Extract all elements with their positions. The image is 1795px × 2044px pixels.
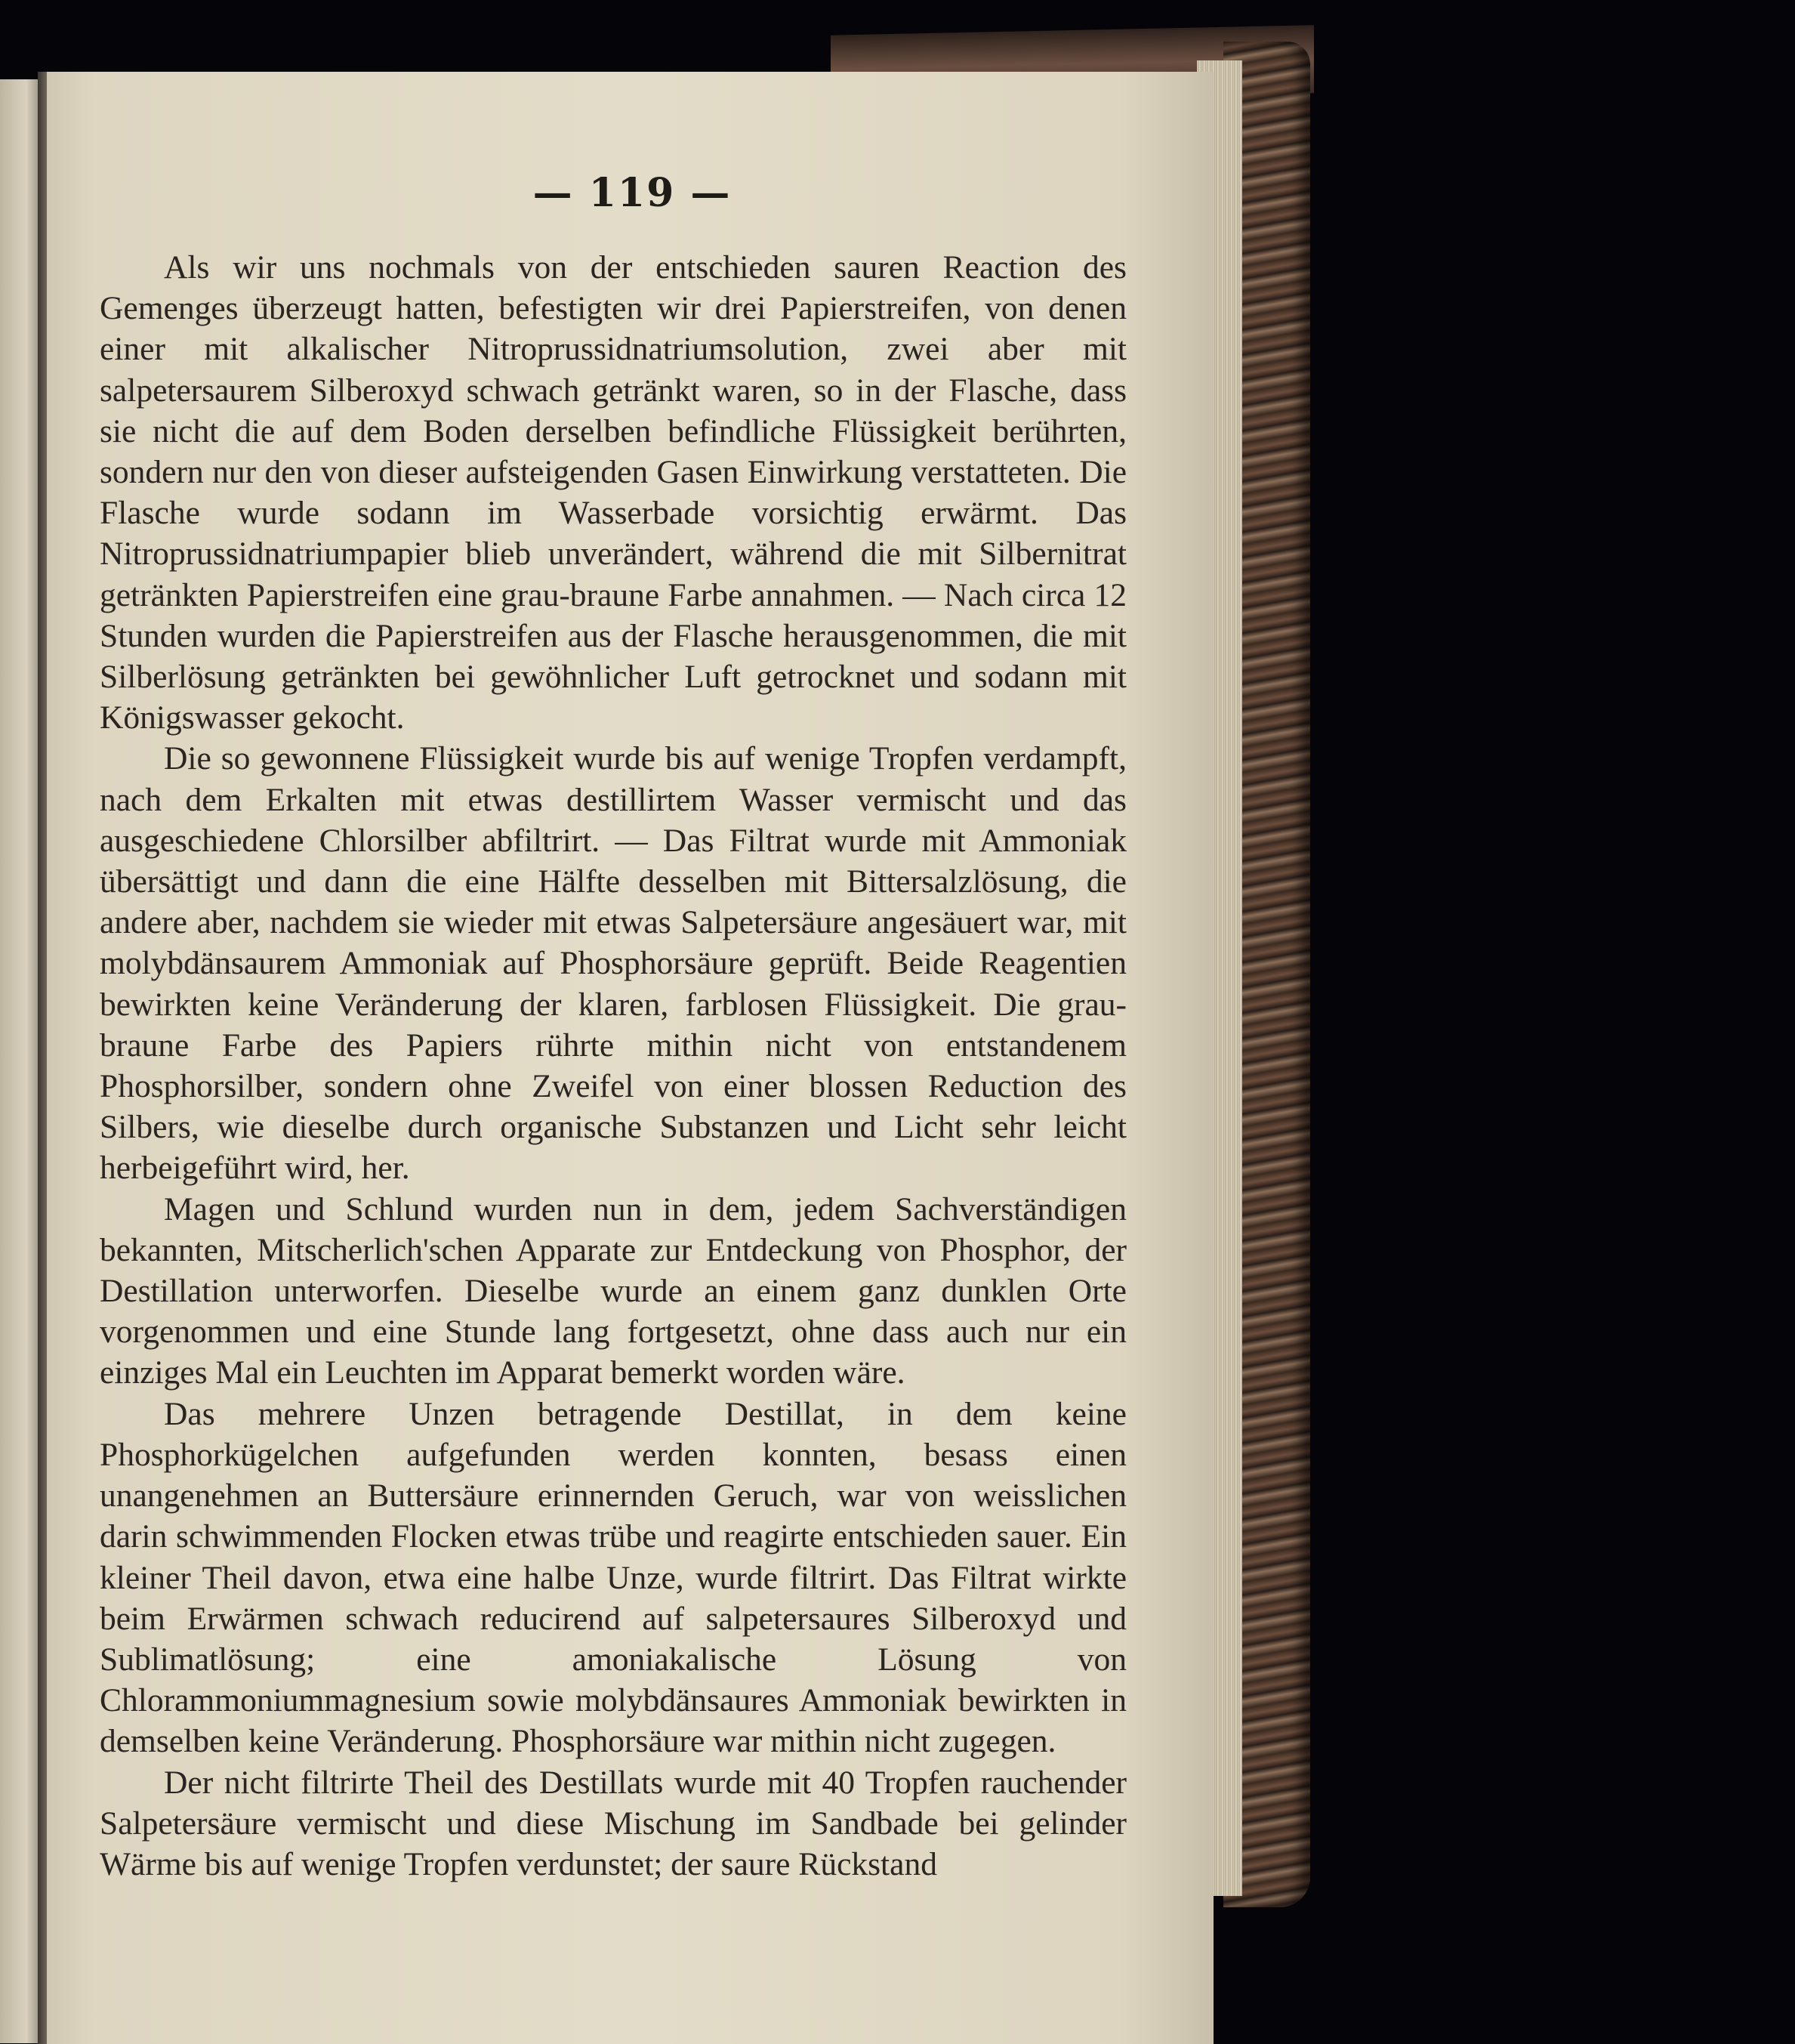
paragraph-1: Als wir uns nochmals von der entschieden sauren Reaction des Gemenges überzeugt hatten, befestigten wir drei Papierstreifen, von denen einer mit alkalischer Nitroprussidnatriumsolution, zwei aber mit salpetersaurem Silberoxyd schwach getränkt waren, so in der Flasche, dass sie nicht die auf dem Boden derselben befindliche Flüssigkeit berührten, sondern nur den von dieser aufsteigenden Gasen Einwirkung verstatteten. Die Flasche wurde sodann im Wasserbade vorsichtig erwärmt. Das Nitroprussidnatriumpapier blieb unverändert, während die mit Silbernitrat getränkten Papierstreifen eine grau-braune Farbe annahmen. — Nach circa 12 Stunden wurden die Papierstreifen aus der Flasche herausgenommen, die mit Silberlösung getränkten bei gewöhnlicher Luft getrocknet und sodann mit Königswasser gekocht. xyxy=(100,249,1127,736)
paragraph-2: Die so gewonnene Flüssigkeit wurde bis auf wenige Tropfen verdampft, nach dem Erkalten mit etwas destillirtem Wasser vermischt und das ausgeschiedene Chlorsilber abfiltrirt. — Das Filtrat wurde mit Ammoniak übersättigt und dann die eine Hälfte desselben mit Bittersalzlösung, die andere aber, nachdem sie wieder mit etwas Salpetersäure angesäuert war, mit molybdänsaurem Ammoniak auf Phosphorsäure geprüft. Beide Reagentien bewirkten keine Veränderung der klaren, farblosen Flüssigkeit. Die grau-braune Farbe des Papiers rührte mithin nicht von entstandenem Phosphorsilber, sondern ohne Zweifel von einer blossen Reduction des Silbers, wie dieselbe durch organische Substanzen und Licht sehr leicht herbeigeführt wird, her. xyxy=(100,740,1127,1187)
paragraph-3: Magen und Schlund wurden nun in dem, jedem Sachverständigen bekannten, Mitscherlich'schen Apparate zur Entdeckung von Phosphor, der Destillation unterworfen. Dieselbe wurde an einem ganz dunklen Orte vorgenommen und eine Stunde lang fortgesetzt, ohne dass auch nur ein einziges Mal ein Leuchten im Apparat bemerkt worden wäre. xyxy=(100,1190,1127,1391)
book-page xyxy=(47,72,1214,2044)
page-number: — 119 — xyxy=(532,170,732,216)
paragraph-4: Das mehrere Unzen betragende Destillat, in dem keine Phosphorkügelchen aufgefunden werden konnten, besass einen unangenehmen an Buttersäure erinnernden Geruch, war von weisslichen darin schwimmenden Flocken etwas trübe und reagirte entschieden sauer. Ein kleiner Theil davon, etwa eine halbe Unze, wurde filtrirt. Das Filtrat wirkte beim Erwärmen schwach reducirend auf salpetersaures Silberoxyd und Sublimatlösung; eine amoniakalische Lösung von Chlorammoniummagnesium sowie molybdänsaures Ammoniak bewirkten in demselben keine Veränderung. Phosphorsäure war mithin nicht zugegen. xyxy=(100,1395,1127,1760)
paragraph-5: Der nicht filtrirte Theil des Destillats wurde mit 40 Tropfen rauchender Salpetersäure vermischt und diese Mischung im Sandbade bei gelinder Wärme bis auf wenige Tropfen verdunstet; der saure Rückstand xyxy=(100,1764,1127,1882)
body-text xyxy=(100,247,1127,1885)
